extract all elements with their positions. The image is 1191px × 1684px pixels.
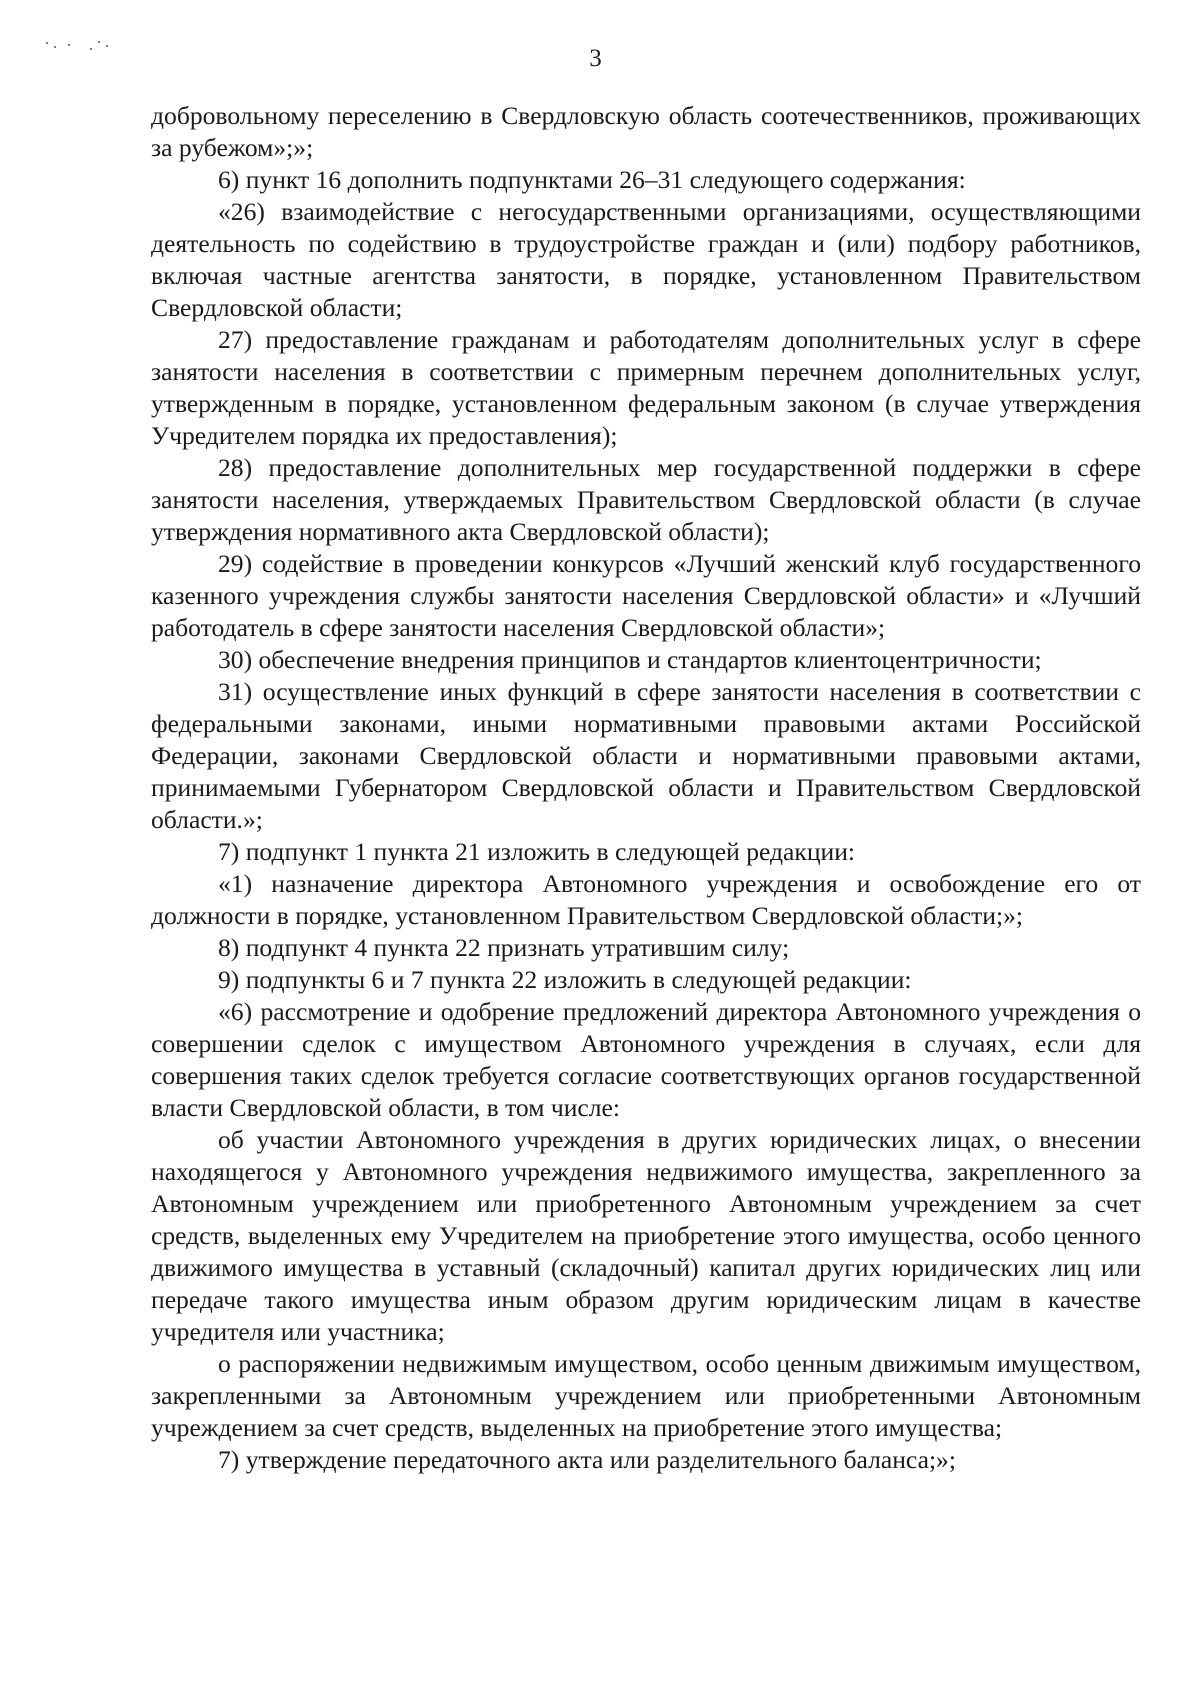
paragraph-continuation: добровольному переселению в Свердловскую область соотечественников, проживающих за рубежом»;»; (151, 101, 1141, 162)
paragraph-item-9: 9) подпункты 6 и 7 пункта 22 изложить в следующей редакции: (218, 965, 912, 994)
paragraph-subitem-1: «1) назначение директора Автономного учреждения и освобождение его от должности в порядке, установленном Правительством Свердловской области;»; (151, 869, 1141, 930)
paragraph-subitem-28: 28) предоставление дополнительных мер государственной поддержки в сфере занятости населения, утверждаемых Правительством Свердловской области (в случае утверждения нормативного акта Свердловской области); (151, 453, 1141, 546)
paragraph-subitem-29: 29) содействие в проведении конкурсов «Лучший женский клуб государственного казенного учреждения службы занятости населения Свердловской области» и «Лучший работодатель в сфере занятости населения Свердловской области»; (151, 549, 1141, 642)
paragraph-subitem-26: «26) взаимодействие с негосударственными организациями, осуществляющими деятельность по содействию в трудоустройстве граждан и (или) подбору работников, включая частные агентства занятости, в порядке, установленном Правительством Свердловской области; (151, 197, 1141, 322)
paragraph-subitem-31: 31) осуществление иных функций в сфере занятости населения в соответствии с федеральными законами, иными нормативными правовыми актами Российской Федерации, законами Свердловской области и нормативными правовыми актами, принимаемыми Губернатором Свердловской области и Правительством Свердловской области.»; (151, 677, 1141, 834)
paragraph-item-8: 8) подпункт 4 пункта 22 признать утратившим силу; (218, 933, 790, 962)
paragraph-item-7: 7) подпункт 1 пункта 21 изложить в следующей редакции: (218, 837, 856, 866)
paragraph-item-6: 6) пункт 16 дополнить подпунктами 26–31 следующего содержания: (218, 165, 966, 194)
paragraph-disposal: о распоряжении недвижимым имуществом, особо ценным движимым имуществом, закрепленными за Автономным учреждением или приобретенными Автономным учреждением за счет средств, выделенных на приобретение этого имущества; (151, 1349, 1141, 1442)
paragraph-subitem-7: 7) утверждение передаточного акта или разделительного баланса;»; (218, 1445, 956, 1474)
paragraph-subitem-27: 27) предоставление гражданам и работодателям дополнительных услуг в сфере занятости населения в соответствии с примерным перечнем дополнительных услуг, утвержденным в порядке, установленном федеральным законом (в случае утверждения Учредителем порядка их предоставления); (151, 325, 1141, 450)
paragraph-participation: об участии Автономного учреждения в других юридических лицах, о внесении находящегося у Автономного учреждения недвижимого имущества, закрепленного за Автономным учреждением или приобретенного Автономным учреждением за счет средств, выделенных ему Учредителем на приобретение этого имущества, особо ценного движимого имущества в уставный (складочный) капитал других юридических лиц или передаче такого имущества иным образом другим юридическим лицам в качестве учредителя или участника; (151, 1125, 1141, 1346)
page-number: 3 (589, 45, 602, 72)
document-body (151, 100, 1141, 1476)
paragraph-subitem-30: 30) обеспечение внедрения принципов и стандартов клиентоцентричности; (218, 645, 1042, 674)
paragraph-subitem-6: «6) рассмотрение и одобрение предложений директора Автономного учреждения о совершении сделок с имуществом Автономного учреждения в случаях, если для совершения таких сделок требуется согласие соответствующих органов государственной власти Свердловской области, в том числе: (151, 997, 1141, 1122)
